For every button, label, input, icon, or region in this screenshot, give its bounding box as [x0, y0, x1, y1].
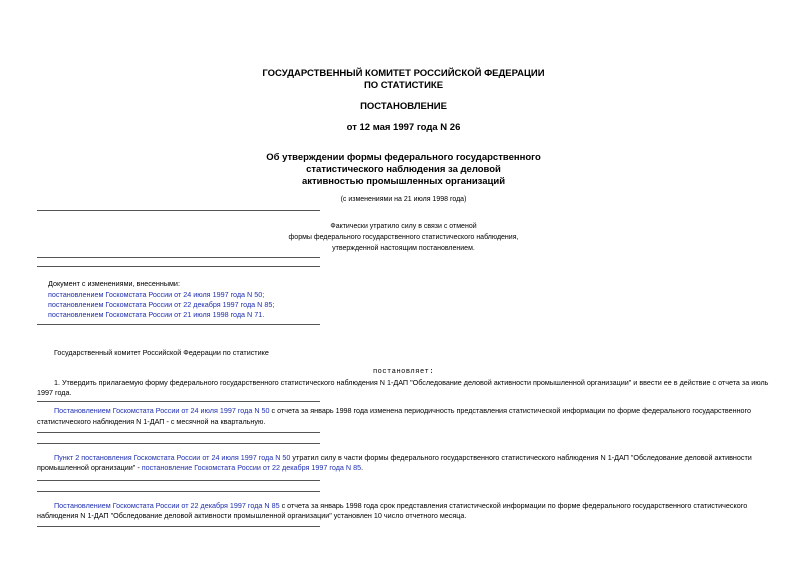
status-note-line1: Фактически утратило силу в связи с отменой	[330, 223, 477, 230]
changes-intro: Документ с изменениями, внесенными:	[48, 279, 180, 288]
note2-link[interactable]: Пункт 2 постановления Госкомстата России от 24 июля 1997 года N 50	[54, 453, 291, 462]
item1-line1: 1. Утвердить прилагаемую форму федерального государственного статистического наблюдения N 1-ДАП "Обследование деловой активности промышленной организации" и ввести ее в действие с отчета за июль	[54, 378, 769, 387]
note2-text-2: промышленной организации" -	[37, 463, 142, 472]
divider	[37, 491, 320, 492]
note1-line1	[54, 405, 751, 416]
org-name-line2: ПО СТАТИСТИКЕ	[363, 80, 444, 91]
divider	[37, 210, 320, 211]
note3-link[interactable]: Постановлением Госкомстата России от 22 декабря 1997 года N 85	[54, 501, 280, 510]
change-link-2[interactable]: постановлением Госкомстата России от 22 декабря 1997 года N 85;	[48, 300, 275, 309]
org-name-line1: ГОСУДАРСТВЕННЫЙ КОМИТЕТ РОССИЙСКОЙ ФЕДЕРАЦИИ	[262, 68, 545, 79]
note2-text-3: .	[361, 463, 364, 472]
note2-link-2[interactable]: постановление Госкомстата России от 22 декабря 1997 года N 85	[141, 463, 362, 472]
doc-type: ПОСТАНОВЛЕНИЕ	[360, 101, 447, 112]
doc-title-line2: статистического наблюдения за деловой	[306, 164, 501, 175]
divider	[37, 266, 320, 267]
decree-word: постановляет:	[372, 368, 435, 376]
divider	[37, 401, 320, 402]
divider	[37, 432, 320, 433]
note1-link[interactable]: Постановлением Госкомстата России от 24 июля 1997 года N 50	[54, 406, 270, 415]
divider	[37, 480, 320, 481]
divider	[37, 324, 320, 325]
divider	[37, 257, 320, 258]
divider	[37, 443, 320, 444]
note1-text: с отчета за январь 1998 года изменена периодичность представления статистической информации по форме федерального государственного	[269, 406, 751, 415]
doc-date-number: от 12 мая 1997 года N 26	[346, 122, 461, 133]
doc-title-line1: Об утверждении формы федерального государственного	[266, 152, 541, 163]
note2-text: утратил силу в части формы федерального государственного статистического наблюдения N 1-ДАП "Обследование деловой активности	[290, 453, 752, 462]
note3-line2: наблюдения N 1-ДАП "Обследование деловой активности промышленной организации" установлен 10 число отчетного месяца.	[37, 511, 467, 520]
divider	[37, 526, 320, 527]
note1-line2: статистического наблюдения N 1-ДАП - с месячной на квартальную.	[37, 417, 266, 426]
status-note-line3: утвержденной настоящим постановлением.	[332, 245, 475, 252]
authority-text: Государственный комитет Российской Федерации по статистике	[54, 348, 269, 357]
item1-line2: 1997 года.	[37, 388, 72, 397]
note3-text: с отчета за январь 1998 года срок представления статистической информации по форме федерального государственного статистического	[279, 501, 748, 510]
status-note-line2: формы федерального государственного статистического наблюдения,	[288, 234, 519, 241]
change-link-1[interactable]: постановлением Госкомстата России от 24 июля 1997 года N 50;	[48, 290, 265, 299]
revision-note: (с изменениями на 21 июля 1998 года)	[340, 196, 467, 203]
note2-line2	[37, 462, 363, 473]
doc-title-line3: активностью промышленных организаций	[301, 176, 506, 187]
change-link-3[interactable]: постановлением Госкомстата России от 21 июля 1998 года N 71.	[48, 310, 265, 319]
